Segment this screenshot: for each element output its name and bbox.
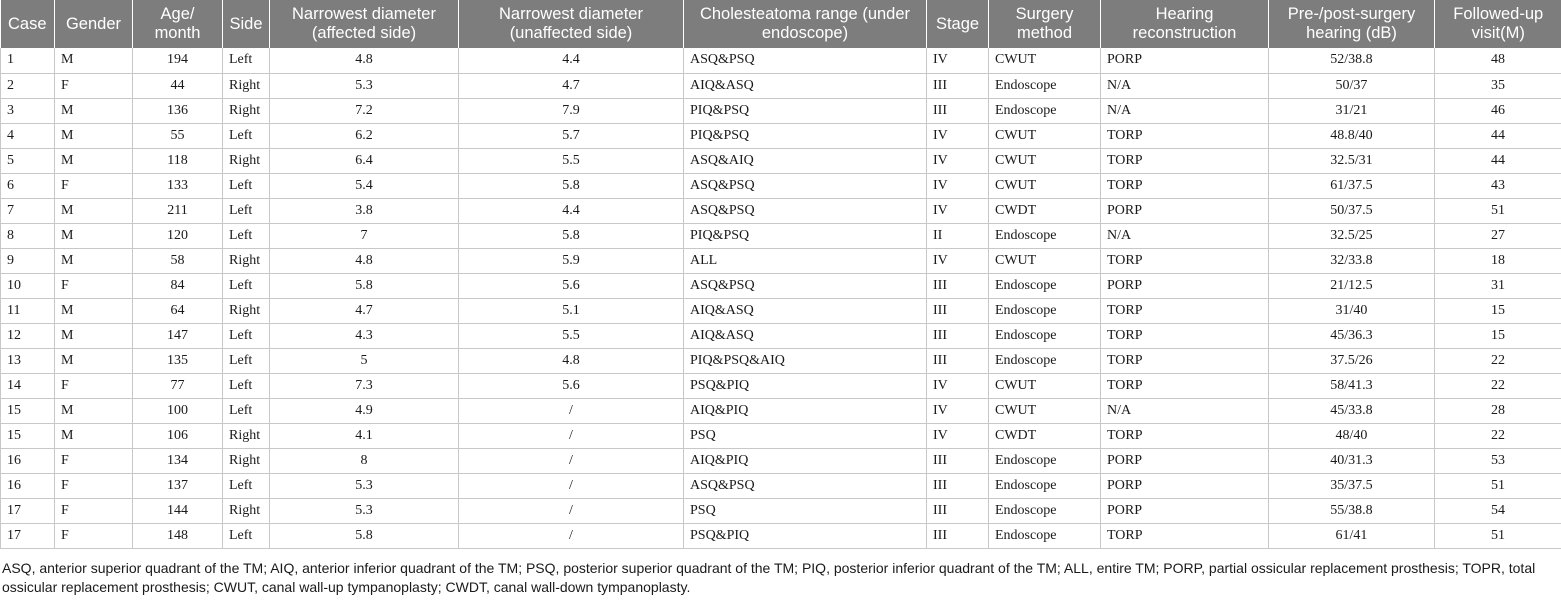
cell-gender: M — [55, 398, 133, 423]
cell-hearing-reconstruction: PORP — [1101, 498, 1269, 523]
cell-stage: IV — [927, 398, 989, 423]
cell-diameter-unaffected: 4.7 — [459, 73, 684, 98]
cell-stage: III — [927, 273, 989, 298]
cell-hearing-reconstruction: PORP — [1101, 198, 1269, 223]
table-row — [1, 173, 1561, 198]
cell-case: 12 — [1, 323, 55, 348]
cell-followup: 51 — [1435, 198, 1561, 223]
cell-case: 17 — [1, 523, 55, 548]
cell-gender: F — [55, 498, 133, 523]
cell-hearing-db: 32/33.8 — [1269, 248, 1435, 273]
cell-followup: 22 — [1435, 423, 1561, 448]
cell-diameter-unaffected: 7.9 — [459, 98, 684, 123]
cell-side: Left — [223, 348, 270, 373]
header-side: Side — [223, 0, 270, 48]
cell-diameter-unaffected: 5.8 — [459, 223, 684, 248]
cell-surgery-method: Endoscope — [989, 223, 1101, 248]
cell-case: 10 — [1, 273, 55, 298]
cell-stage: IV — [927, 48, 989, 73]
cell-hearing-db: 61/41 — [1269, 523, 1435, 548]
cell-age: 147 — [133, 323, 223, 348]
table-row — [1, 223, 1561, 248]
cell-followup: 51 — [1435, 523, 1561, 548]
cell-age: 135 — [133, 348, 223, 373]
cell-side: Left — [223, 323, 270, 348]
cell-hearing-reconstruction: TORP — [1101, 248, 1269, 273]
cell-side: Left — [223, 398, 270, 423]
cell-gender: M — [55, 248, 133, 273]
cell-hearing-reconstruction: N/A — [1101, 223, 1269, 248]
cell-diameter-affected: 4.9 — [270, 398, 459, 423]
cell-age: 77 — [133, 373, 223, 398]
cell-surgery-method: Endoscope — [989, 73, 1101, 98]
cell-diameter-affected: 6.4 — [270, 148, 459, 173]
cell-hearing-reconstruction: TORP — [1101, 298, 1269, 323]
cell-case: 14 — [1, 373, 55, 398]
table-footnote: ASQ, anterior superior quadrant of the TM; AIQ, anterior inferior quadrant of the TM; PSQ, posterior superior quadrant of the TM; PIQ, posterior inferior quadrant of the TM; ALL, entire TM; PORP, partial ossicular replacement prosthesis; TOPR, total ossicular replacement prosthesis; CWUT, canal wall-up tympanoplasty; CWDT, canal wall-down tympanoplasty. — [2, 559, 1536, 595]
cell-diameter-affected: 5.3 — [270, 498, 459, 523]
cell-case: 16 — [1, 448, 55, 473]
cell-stage: IV — [927, 198, 989, 223]
header-surgery-method: Surgery method — [989, 0, 1101, 48]
table-row — [1, 198, 1561, 223]
cell-diameter-unaffected: / — [459, 473, 684, 498]
cell-cholesteatoma-range: ASQ&PSQ — [684, 173, 927, 198]
cell-case: 15 — [1, 398, 55, 423]
cell-hearing-reconstruction: TORP — [1101, 373, 1269, 398]
cell-cholesteatoma-range: PIQ&PSQ — [684, 223, 927, 248]
cell-gender: F — [55, 73, 133, 98]
cell-surgery-method: CWUT — [989, 123, 1101, 148]
cell-side: Left — [223, 273, 270, 298]
cell-side: Right — [223, 98, 270, 123]
cell-surgery-method: CWDT — [989, 198, 1101, 223]
cell-hearing-db: 37.5/26 — [1269, 348, 1435, 373]
cell-age: 137 — [133, 473, 223, 498]
cell-gender: M — [55, 423, 133, 448]
cell-gender: M — [55, 223, 133, 248]
table-row — [1, 123, 1561, 148]
table-row — [1, 73, 1561, 98]
cell-followup: 18 — [1435, 248, 1561, 273]
cell-diameter-unaffected: 5.1 — [459, 298, 684, 323]
cell-surgery-method: Endoscope — [989, 523, 1101, 548]
cell-side: Left — [223, 223, 270, 248]
cell-hearing-db: 40/31.3 — [1269, 448, 1435, 473]
cell-surgery-method: CWUT — [989, 48, 1101, 73]
header-case: Case — [1, 0, 55, 48]
cell-hearing-reconstruction: N/A — [1101, 398, 1269, 423]
cell-age: 120 — [133, 223, 223, 248]
cell-age: 84 — [133, 273, 223, 298]
cell-followup: 44 — [1435, 123, 1561, 148]
cell-diameter-affected: 4.8 — [270, 248, 459, 273]
cell-cholesteatoma-range: PSQ&PIQ — [684, 373, 927, 398]
cell-diameter-unaffected: 4.4 — [459, 48, 684, 73]
cell-age: 100 — [133, 398, 223, 423]
cell-gender: F — [55, 173, 133, 198]
cell-followup: 43 — [1435, 173, 1561, 198]
cell-diameter-unaffected: 5.7 — [459, 123, 684, 148]
cell-surgery-method: CWDT — [989, 423, 1101, 448]
cell-age: 58 — [133, 248, 223, 273]
cell-side: Left — [223, 523, 270, 548]
cell-cholesteatoma-range: PSQ — [684, 498, 927, 523]
cell-cholesteatoma-range: ASQ&PSQ — [684, 198, 927, 223]
table-row — [1, 448, 1561, 473]
cell-case: 11 — [1, 298, 55, 323]
cell-surgery-method: Endoscope — [989, 298, 1101, 323]
table-row — [1, 148, 1561, 173]
cell-side: Right — [223, 448, 270, 473]
cell-surgery-method: Endoscope — [989, 498, 1101, 523]
cell-followup: 15 — [1435, 298, 1561, 323]
cell-hearing-db: 61/37.5 — [1269, 173, 1435, 198]
table-row — [1, 273, 1561, 298]
cell-followup: 54 — [1435, 498, 1561, 523]
cell-age: 44 — [133, 73, 223, 98]
cell-gender: M — [55, 298, 133, 323]
cell-side: Left — [223, 48, 270, 73]
cell-gender: F — [55, 448, 133, 473]
cell-stage: III — [927, 498, 989, 523]
cell-surgery-method: CWUT — [989, 398, 1101, 423]
table-row — [1, 473, 1561, 498]
cell-age: 194 — [133, 48, 223, 73]
cell-cholesteatoma-range: PIQ&PSQ — [684, 123, 927, 148]
cell-case: 5 — [1, 148, 55, 173]
cell-followup: 31 — [1435, 273, 1561, 298]
cell-gender: M — [55, 323, 133, 348]
cell-cholesteatoma-range: ASQ&PSQ — [684, 48, 927, 73]
cell-side: Left — [223, 173, 270, 198]
cell-hearing-db: 50/37.5 — [1269, 198, 1435, 223]
cell-surgery-method: Endoscope — [989, 473, 1101, 498]
header-hearing-reconstruction: Hearing reconstruction — [1101, 0, 1269, 48]
cell-age: 133 — [133, 173, 223, 198]
cell-diameter-unaffected: 5.5 — [459, 323, 684, 348]
cell-diameter-affected: 7 — [270, 223, 459, 248]
cell-followup: 48 — [1435, 48, 1561, 73]
cell-side: Left — [223, 123, 270, 148]
cell-hearing-db: 48.8/40 — [1269, 123, 1435, 148]
cell-cholesteatoma-range: AIQ&PIQ — [684, 398, 927, 423]
cell-hearing-db: 31/21 — [1269, 98, 1435, 123]
cell-hearing-db: 55/38.8 — [1269, 498, 1435, 523]
cell-diameter-unaffected: / — [459, 423, 684, 448]
cell-hearing-reconstruction: TORP — [1101, 323, 1269, 348]
cell-gender: F — [55, 523, 133, 548]
cell-diameter-affected: 7.3 — [270, 373, 459, 398]
cell-side: Right — [223, 298, 270, 323]
header-diameter-affected: Narrowest diameter (affected side) — [270, 0, 459, 48]
cell-cholesteatoma-range: ASQ&AIQ — [684, 148, 927, 173]
cell-stage: III — [927, 473, 989, 498]
cell-hearing-reconstruction: TORP — [1101, 348, 1269, 373]
cell-case: 16 — [1, 473, 55, 498]
cell-hearing-reconstruction: TORP — [1101, 423, 1269, 448]
cell-diameter-affected: 8 — [270, 448, 459, 473]
cell-gender: M — [55, 123, 133, 148]
cell-cholesteatoma-range: ASQ&PSQ — [684, 473, 927, 498]
cell-hearing-db: 31/40 — [1269, 298, 1435, 323]
cell-case: 15 — [1, 423, 55, 448]
cell-hearing-reconstruction: PORP — [1101, 48, 1269, 73]
table-row — [1, 323, 1561, 348]
cell-followup: 27 — [1435, 223, 1561, 248]
cell-cholesteatoma-range: PSQ&PIQ — [684, 523, 927, 548]
cell-cholesteatoma-range: ASQ&PSQ — [684, 273, 927, 298]
cell-stage: III — [927, 448, 989, 473]
cell-case: 1 — [1, 48, 55, 73]
cell-surgery-method: CWUT — [989, 248, 1101, 273]
cell-diameter-affected: 5.4 — [270, 173, 459, 198]
cell-case: 4 — [1, 123, 55, 148]
cell-side: Left — [223, 198, 270, 223]
cell-case: 2 — [1, 73, 55, 98]
cell-case: 3 — [1, 98, 55, 123]
cell-stage: III — [927, 298, 989, 323]
cell-stage: IV — [927, 248, 989, 273]
cell-gender: F — [55, 373, 133, 398]
cell-age: 136 — [133, 98, 223, 123]
table-row — [1, 498, 1561, 523]
table-body — [1, 48, 1561, 548]
header-followup: Followed-up visit(M) — [1435, 0, 1561, 48]
cell-hearing-db: 50/37 — [1269, 73, 1435, 98]
cell-stage: III — [927, 348, 989, 373]
cell-age: 134 — [133, 448, 223, 473]
cell-diameter-affected: 5.8 — [270, 273, 459, 298]
cell-side: Right — [223, 423, 270, 448]
cell-surgery-method: Endoscope — [989, 98, 1101, 123]
table-row — [1, 398, 1561, 423]
cell-side: Right — [223, 148, 270, 173]
cell-gender: F — [55, 273, 133, 298]
cell-hearing-db: 45/33.8 — [1269, 398, 1435, 423]
table-row — [1, 48, 1561, 73]
cell-followup: 35 — [1435, 73, 1561, 98]
cell-age: 148 — [133, 523, 223, 548]
cell-diameter-affected: 7.2 — [270, 98, 459, 123]
cell-diameter-affected: 5.3 — [270, 473, 459, 498]
cell-side: Right — [223, 73, 270, 98]
cell-stage: IV — [927, 173, 989, 198]
cell-surgery-method: Endoscope — [989, 323, 1101, 348]
cell-diameter-affected: 5.3 — [270, 73, 459, 98]
cell-diameter-unaffected: 5.6 — [459, 373, 684, 398]
cell-hearing-db: 45/36.3 — [1269, 323, 1435, 348]
cell-hearing-reconstruction: PORP — [1101, 273, 1269, 298]
table-row — [1, 423, 1561, 448]
cell-surgery-method: CWUT — [989, 173, 1101, 198]
cell-stage: IV — [927, 373, 989, 398]
cell-case: 9 — [1, 248, 55, 273]
cell-gender: M — [55, 48, 133, 73]
cell-hearing-reconstruction: PORP — [1101, 448, 1269, 473]
cell-followup: 46 — [1435, 98, 1561, 123]
cell-side: Left — [223, 373, 270, 398]
cell-hearing-db: 52/38.8 — [1269, 48, 1435, 73]
cell-diameter-unaffected: 5.6 — [459, 273, 684, 298]
header-age: Age/ month — [133, 0, 223, 48]
table-row — [1, 348, 1561, 373]
cell-diameter-affected: 3.8 — [270, 198, 459, 223]
cell-diameter-unaffected: 4.4 — [459, 198, 684, 223]
cell-hearing-db: 35/37.5 — [1269, 473, 1435, 498]
header-cholesteatoma-range: Cholesteatoma range (under endoscope) — [684, 0, 927, 48]
cell-hearing-db: 32.5/31 — [1269, 148, 1435, 173]
table-row — [1, 523, 1561, 548]
cell-surgery-method: Endoscope — [989, 448, 1101, 473]
header-gender: Gender — [55, 0, 133, 48]
cell-cholesteatoma-range: AIQ&ASQ — [684, 298, 927, 323]
cell-hearing-reconstruction: N/A — [1101, 73, 1269, 98]
cell-diameter-unaffected: 5.8 — [459, 173, 684, 198]
cell-age: 64 — [133, 298, 223, 323]
cell-surgery-method: Endoscope — [989, 348, 1101, 373]
cell-age: 144 — [133, 498, 223, 523]
cell-followup: 44 — [1435, 148, 1561, 173]
cell-hearing-reconstruction: TORP — [1101, 523, 1269, 548]
cell-case: 7 — [1, 198, 55, 223]
header-hearing-db: Pre-/post-surgery hearing (dB) — [1269, 0, 1435, 48]
cell-stage: IV — [927, 123, 989, 148]
cell-diameter-unaffected: / — [459, 398, 684, 423]
cell-hearing-reconstruction: TORP — [1101, 148, 1269, 173]
cell-side: Right — [223, 248, 270, 273]
cell-gender: M — [55, 348, 133, 373]
cell-case: 8 — [1, 223, 55, 248]
cell-diameter-unaffected: / — [459, 498, 684, 523]
cell-stage: IV — [927, 423, 989, 448]
cell-hearing-reconstruction: N/A — [1101, 98, 1269, 123]
cell-cholesteatoma-range: AIQ&ASQ — [684, 73, 927, 98]
cell-hearing-db: 48/40 — [1269, 423, 1435, 448]
header-row — [1, 0, 1561, 48]
cell-hearing-db: 21/12.5 — [1269, 273, 1435, 298]
cell-age: 118 — [133, 148, 223, 173]
cell-stage: III — [927, 98, 989, 123]
cell-cholesteatoma-range: ALL — [684, 248, 927, 273]
cell-case: 6 — [1, 173, 55, 198]
cell-diameter-unaffected: 5.9 — [459, 248, 684, 273]
cell-stage: III — [927, 323, 989, 348]
cell-surgery-method: CWUT — [989, 373, 1101, 398]
cell-followup: 28 — [1435, 398, 1561, 423]
cell-side: Left — [223, 473, 270, 498]
cell-diameter-affected: 4.1 — [270, 423, 459, 448]
cell-case: 17 — [1, 498, 55, 523]
cell-followup: 22 — [1435, 348, 1561, 373]
cell-hearing-reconstruction: TORP — [1101, 123, 1269, 148]
cell-diameter-affected: 4.3 — [270, 323, 459, 348]
cell-followup: 51 — [1435, 473, 1561, 498]
cell-diameter-affected: 5 — [270, 348, 459, 373]
cell-followup: 53 — [1435, 448, 1561, 473]
cell-age: 106 — [133, 423, 223, 448]
cell-case: 13 — [1, 348, 55, 373]
cell-gender: M — [55, 98, 133, 123]
cell-diameter-unaffected: / — [459, 523, 684, 548]
cell-gender: F — [55, 473, 133, 498]
cell-followup: 22 — [1435, 373, 1561, 398]
cell-hearing-db: 58/41.3 — [1269, 373, 1435, 398]
cell-followup: 15 — [1435, 323, 1561, 348]
cell-cholesteatoma-range: AIQ&ASQ — [684, 323, 927, 348]
cell-hearing-reconstruction: PORP — [1101, 473, 1269, 498]
cell-side: Right — [223, 498, 270, 523]
cell-hearing-reconstruction: TORP — [1101, 173, 1269, 198]
cell-gender: M — [55, 148, 133, 173]
cell-diameter-unaffected: / — [459, 448, 684, 473]
cell-diameter-affected: 4.8 — [270, 48, 459, 73]
cell-diameter-unaffected: 5.5 — [459, 148, 684, 173]
cell-cholesteatoma-range: PIQ&PSQ&AIQ — [684, 348, 927, 373]
cell-surgery-method: Endoscope — [989, 273, 1101, 298]
cell-diameter-affected: 6.2 — [270, 123, 459, 148]
cell-diameter-unaffected: 4.8 — [459, 348, 684, 373]
table-row — [1, 373, 1561, 398]
cell-diameter-affected: 4.7 — [270, 298, 459, 323]
cell-stage: III — [927, 523, 989, 548]
cell-stage: IV — [927, 148, 989, 173]
table-row — [1, 298, 1561, 323]
cell-age: 55 — [133, 123, 223, 148]
cell-hearing-db: 32.5/25 — [1269, 223, 1435, 248]
cell-cholesteatoma-range: PIQ&PSQ — [684, 98, 927, 123]
cell-cholesteatoma-range: AIQ&PIQ — [684, 448, 927, 473]
cell-surgery-method: CWUT — [989, 148, 1101, 173]
cell-gender: M — [55, 198, 133, 223]
table-row — [1, 248, 1561, 273]
cell-stage: II — [927, 223, 989, 248]
cell-cholesteatoma-range: PSQ — [684, 423, 927, 448]
header-stage: Stage — [927, 0, 989, 48]
header-diameter-unaffected: Narrowest diameter (unaffected side) — [459, 0, 684, 48]
cell-stage: III — [927, 73, 989, 98]
table-row — [1, 98, 1561, 123]
cell-age: 211 — [133, 198, 223, 223]
cell-diameter-affected: 5.8 — [270, 523, 459, 548]
